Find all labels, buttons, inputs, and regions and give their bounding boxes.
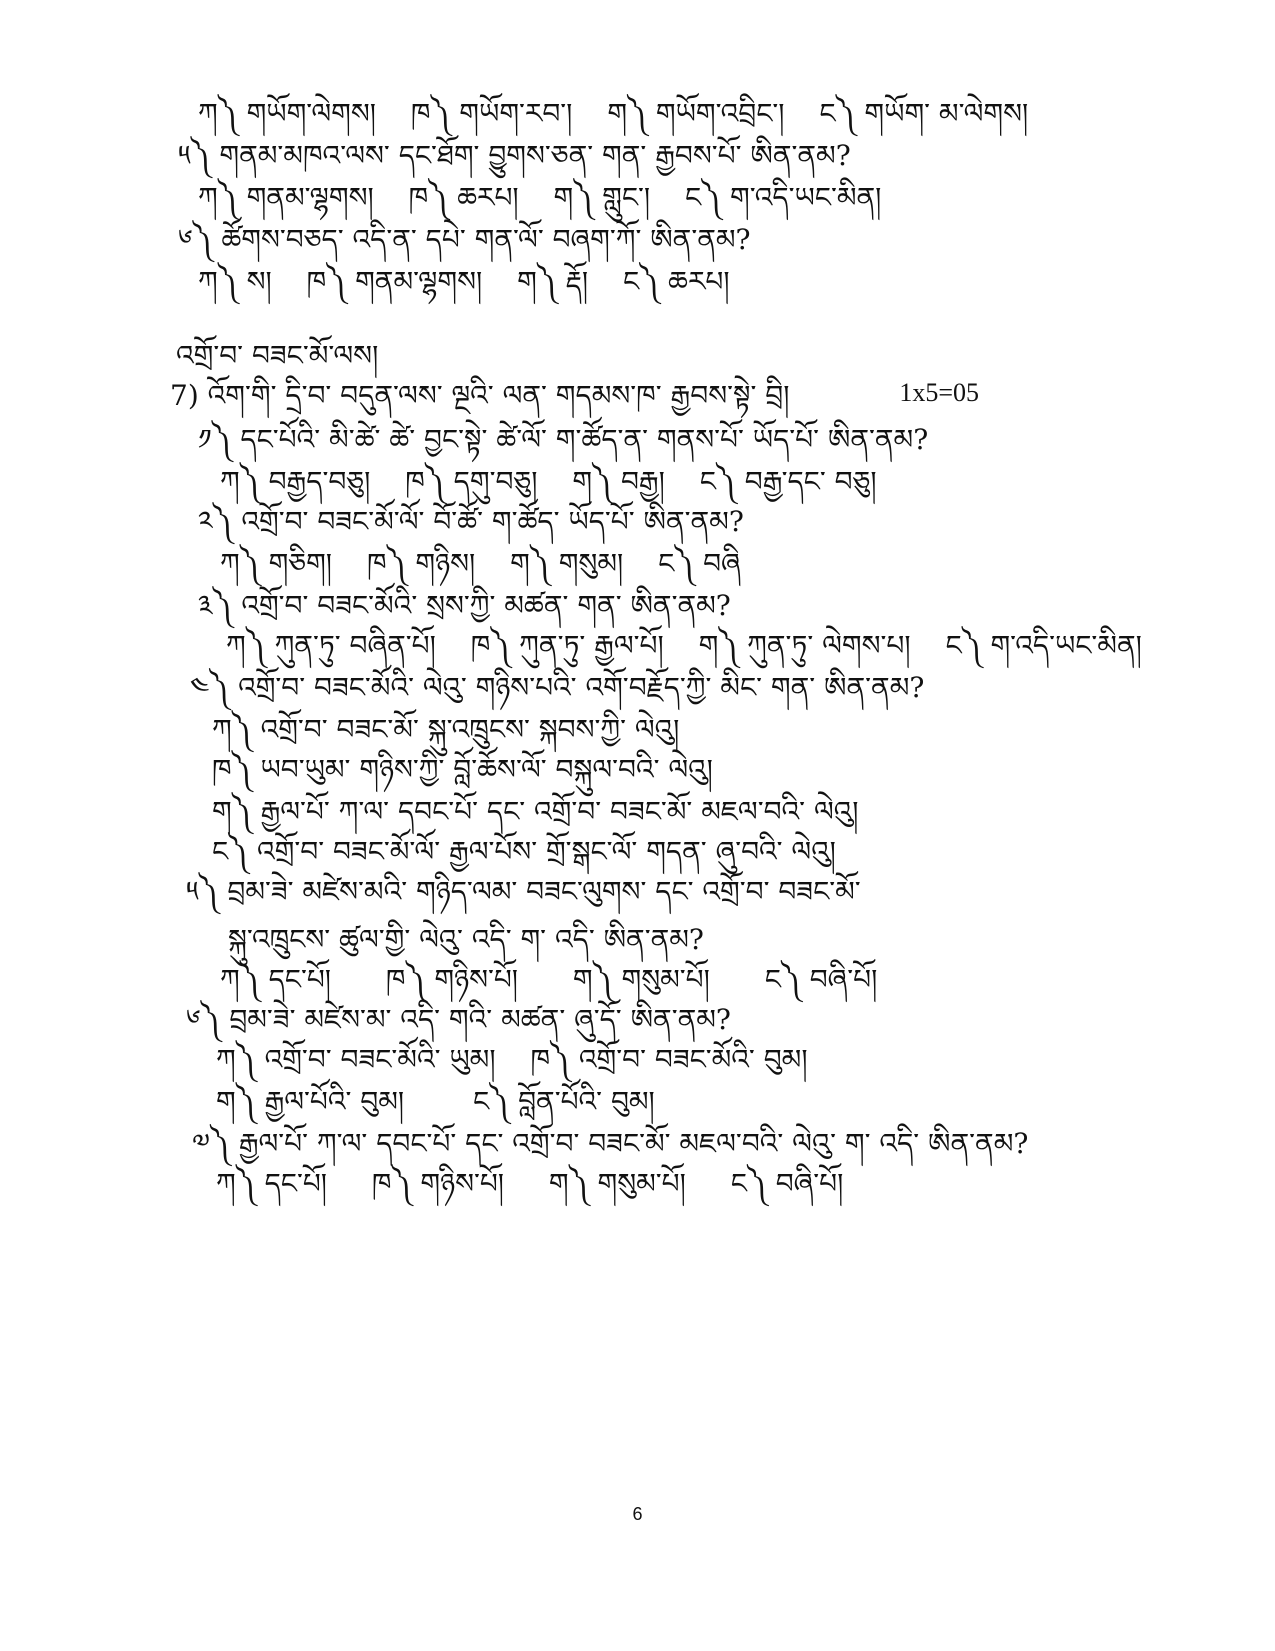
option: ཀ༽ གཡོག་ལེགས། xyxy=(198,97,376,130)
option: ཀ༽ དང་པོ། xyxy=(220,963,331,996)
section-title: འགྲོ་བ་ བཟང་མོ་ལས། xyxy=(176,339,379,372)
option: ཁ༽ ཀུན་ཏུ་ རྒྱལ་པོ། xyxy=(470,629,664,662)
page-number: 6 xyxy=(632,1504,643,1524)
option: ཁ༽ དགུ་བཅུ། xyxy=(405,465,538,498)
option: ཁ༽ གཉིས་པོ། xyxy=(371,1167,505,1200)
option: ཁ༽ གཉིས། xyxy=(366,547,476,580)
option: ག༽ ཀུན་ཏུ་ ལེགས་པ། xyxy=(698,629,911,662)
item-4-option-a: ཀ༽ འགྲོ་བ་ བཟང་མོ་ སྐུ་འཁྲུངས་ སྐབས་ཀྱི་ ལེའུ། xyxy=(212,713,680,746)
option: ང༽ གཡོག་ མ་ལེགས། xyxy=(819,97,1029,130)
option: ཀ༽ ས། xyxy=(198,265,272,298)
item-3-question: ༣༽ འགྲོ་བ་ བཟང་མོའི་ སྲས་ཀྱི་ མཚན་ གན་ ཨིན་ནམ? xyxy=(198,589,731,622)
item-2-options xyxy=(220,546,767,582)
option: ཁ༽ འགྲོ་བ་ བཟང་མོའི་ བུམ། xyxy=(530,1043,808,1076)
option: ག༽ རྡོ། xyxy=(517,265,589,298)
option: ག༽ གཡོག་འབྲིང་། xyxy=(607,97,785,130)
option: ཁ༽ གནམ་ལྷགས། xyxy=(306,265,483,298)
item-7-question: ༧༽ རྒྱལ་པོ་ ཀ་ལ་ དབང་པོ་ དང་ འགྲོ་བ་ བཟང་མོ་ མཇལ་བའི་ ལེའུ་ ག་ འདི་ ཨིན་ནམ? xyxy=(192,1127,1029,1160)
question-5: ༥༽ གནམ་མཁའ་ལས་ དང་ཐོག་ བྱུགས་ཅན་ གན་ རྒྱབས་པོ་ ཨིན་ནམ? xyxy=(178,139,851,172)
option: ཁ༽ ཆརཔ། xyxy=(408,181,519,214)
option: ང༽ བཞི་པོ། xyxy=(764,963,878,996)
item-4-option-b: ཁ༽ ཡབ་ཡུམ་ གཉིས་ཀྱི་ བློ་ཆོས་ལོ་ བསྐུལ་བའི་ ལེའུ། xyxy=(212,753,713,786)
item-6-options-row-2 xyxy=(216,1084,681,1120)
option: ཀ༽ དང་པོ། xyxy=(216,1167,327,1200)
q7-prompt: 7) འོག་གི་ དྲི་བ་ བདུན་ལས་ ལྔའི་ ལན་ གདམས་ཁ་ རྒྱབས་སྟེ་ བྲི། xyxy=(170,379,790,412)
option: ང༽ བློན་པོའི་ བུམ། xyxy=(473,1085,655,1118)
item-5-options xyxy=(220,962,903,998)
option: ཀ༽ གནམ་ལྷགས། xyxy=(198,181,374,214)
option: ཀ༽ གཅིག། xyxy=(220,547,333,580)
option: ང༽ བཞི xyxy=(658,547,741,580)
option: ག༽ རྒྱལ་པོའི་ བུམ། xyxy=(216,1085,405,1118)
item-7-options xyxy=(216,1166,869,1202)
item-1-options xyxy=(220,464,903,500)
option: ཁ༽ གཉིས་པོ། xyxy=(385,963,519,996)
option: ང༽ བཞི་པོ། xyxy=(730,1167,844,1200)
item-2-question: ༢༽ འགྲོ་བ་ བཟང་མོ་ལོ་ བོ་ཚོ་ ག་ཚོད་ ཡོད་པོ་ ཨིན་ནམ? xyxy=(198,505,744,538)
item-5-question-cont: སྐུ་འཁྲུངས་ ཚུལ་གྱི་ ལེའུ་ འདི་ ག་ འདི་ ཨིན་ནམ? xyxy=(228,923,704,956)
item-4-question: ༤༽ འགྲོ་བ་ བཟང་མོའི་ ལེའུ་ གཉིས་པའི་ འགོ་བརྗོད་ཀྱི་ མིང་ གན་ ཨིན་ནམ? xyxy=(190,671,925,704)
q7-marks: 1x5=05 xyxy=(899,378,979,407)
option: ང༽ ག་འདི་ཡང་མིན། xyxy=(945,629,1142,662)
item-4-option-c: ག༽ རྒྱལ་པོ་ ཀ་ལ་ དབང་པོ་ དང་ འགྲོ་བ་ བཟང་མོ་ མཇལ་བའི་ ལེའུ། xyxy=(212,795,859,828)
option: ག༽ གསུམ། xyxy=(510,547,624,580)
option: ཀ༽ འགྲོ་བ་ བཟང་མོའི་ ཡུམ། xyxy=(216,1043,496,1076)
item-5-question: ༥༽ བྲམ་ཟེ་ མཛེས་མའི་ གཉིད་ལམ་ བཟང་ལུགས་ དང་ འགྲོ་བ་ བཟང་མོ་ xyxy=(186,875,861,908)
option: ག༽ གསུམ་པོ། xyxy=(548,1167,686,1200)
option: ང༽ ག་འདི་ཡང་མིན། xyxy=(684,181,882,214)
option: ང༽ ཆརཔ། xyxy=(623,265,730,298)
option: ཀ༽ ཀུན་ཏུ་ བཞིན་པོ། xyxy=(226,629,436,662)
option: ག༽ བརྒྱ། xyxy=(572,465,665,498)
q5-options xyxy=(198,180,907,216)
item-1-question: ༡༽ དང་པོའི་ མི་ཚེ་ ཚེ་ བྱང་སྟེ་ ཚེ་ལོ་ ག་ཚོད་ན་ གནས་པོ་ ཡོད་པོ་ ཨིན་ནམ? xyxy=(198,423,929,456)
option: ཁ༽ གཡོག་རབ་། xyxy=(410,97,573,130)
item-6-question: ༦༽ བྲམ་ཟེ་ མཛེས་མ་ འདི་ གའི་ མཚན་ ཞུ་དོ་ ཨིན་ནམ? xyxy=(186,1003,731,1036)
q4-options xyxy=(198,96,1054,132)
question-6: ༦༽ ཚོགས་བཅད་ འདི་ན་ དཔེ་ གན་ལོ་ བཞག་ཀོ་ ཨིན་ནམ? xyxy=(178,223,751,256)
option: ག༽ གླུང་། xyxy=(553,181,651,214)
option: ག༽ གསུམ་པོ། xyxy=(572,963,710,996)
option: ང༽ བརྒྱ་དང་ བཅུ། xyxy=(699,465,877,498)
q6-options xyxy=(198,264,756,300)
item-4-option-d: ང༽ འགྲོ་བ་ བཟང་མོ་ལོ་ རྒྱལ་པོས་ གྲོ་སྒང་ལོ་ གདན་ ཞུ་བའི་ ལེའུ། xyxy=(212,835,836,868)
item-6-options-row-1 xyxy=(216,1042,834,1078)
item-3-options xyxy=(226,628,1168,664)
option: ཀ༽ བརྒྱད་བཅུ། xyxy=(220,465,371,498)
